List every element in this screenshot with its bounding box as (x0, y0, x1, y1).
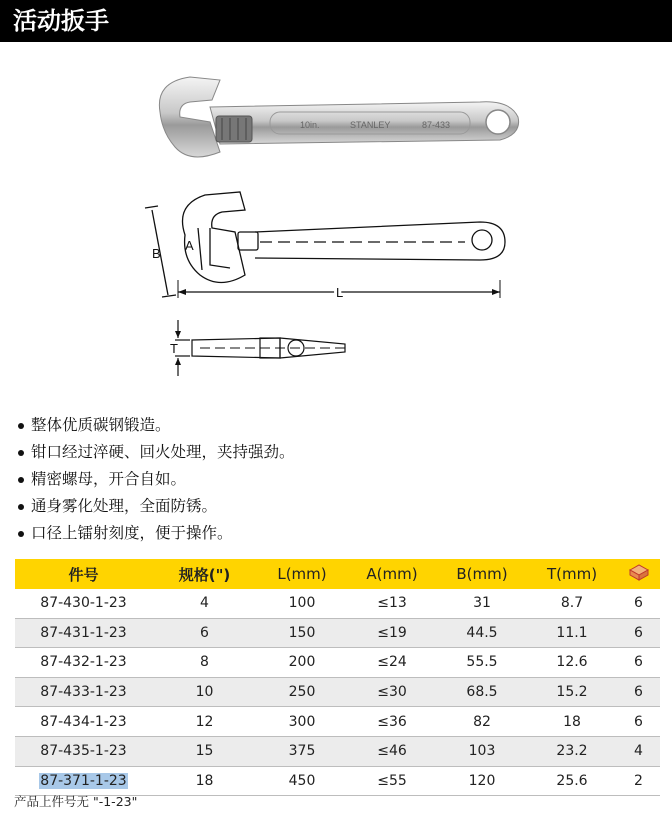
cell-a: ≤30 (347, 677, 437, 707)
feature-item: 整体优质碳钢锻造。 (18, 412, 295, 439)
feature-item: 通身雾化处理，全面防锈。 (18, 493, 295, 520)
cell-a: ≤19 (347, 618, 437, 648)
cell-qty: 6 (617, 707, 660, 737)
dimension-drawing (130, 180, 520, 390)
label-a: A (185, 238, 194, 253)
feature-item: 钳口经过淬硬、回火处理，夹持强劲。 (18, 439, 295, 466)
label-l: L (336, 285, 344, 300)
table-row (15, 589, 660, 618)
cell-a: ≤24 (347, 648, 437, 678)
cell-b: 82 (437, 707, 527, 737)
cell-part: 87-433-1-23 (15, 677, 152, 707)
cell-t: 11.1 (527, 618, 617, 648)
page-title: 活动扳手 (0, 0, 672, 42)
header-size: 规格(") (152, 559, 257, 589)
cell-size: 8 (152, 648, 257, 678)
cell-b: 31 (437, 589, 527, 618)
table-row (15, 736, 660, 766)
wrench-photo (150, 72, 530, 167)
cell-b: 68.5 (437, 677, 527, 707)
cell-a: ≤55 (347, 766, 437, 796)
cell-size: 6 (152, 618, 257, 648)
feature-list (18, 412, 295, 547)
header-t: T(mm) (527, 559, 617, 589)
cell-qty: 2 (617, 766, 660, 796)
cell-qty: 6 (617, 648, 660, 678)
cell-a: ≤46 (347, 736, 437, 766)
table-row (15, 648, 660, 678)
cell-b: 55.5 (437, 648, 527, 678)
cell-l: 250 (257, 677, 347, 707)
cell-part: 87-430-1-23 (15, 589, 152, 618)
cell-qty: 6 (617, 677, 660, 707)
header-b: B(mm) (437, 559, 527, 589)
cell-b: 44.5 (437, 618, 527, 648)
cell-size: 12 (152, 707, 257, 737)
engraving-size: 10in. (300, 120, 320, 130)
table-header-row (15, 559, 660, 589)
spec-table (15, 559, 660, 796)
table-row (15, 707, 660, 737)
cell-l: 200 (257, 648, 347, 678)
cell-part: 87-434-1-23 (15, 707, 152, 737)
cell-t: 18 (527, 707, 617, 737)
cell-l: 100 (257, 589, 347, 618)
header-qty (617, 559, 660, 589)
header-a: A(mm) (347, 559, 437, 589)
cell-t: 12.6 (527, 648, 617, 678)
cell-qty: 6 (617, 589, 660, 618)
cell-size: 10 (152, 677, 257, 707)
box-icon (628, 563, 650, 581)
cell-l: 300 (257, 707, 347, 737)
cell-part: 87-432-1-23 (15, 648, 152, 678)
cell-a: ≤13 (347, 589, 437, 618)
cell-part: 87-435-1-23 (15, 736, 152, 766)
cell-b: 120 (437, 766, 527, 796)
label-b: B (152, 246, 161, 261)
feature-item: 口径上镭射刻度，便于操作。 (18, 520, 295, 547)
engraving-brand: STANLEY (350, 120, 391, 130)
cell-size: 15 (152, 736, 257, 766)
cell-t: 15.2 (527, 677, 617, 707)
cell-b: 103 (437, 736, 527, 766)
header-part: 件号 (15, 559, 152, 589)
engraving-model: 87-433 (422, 120, 451, 130)
cell-l: 375 (257, 736, 347, 766)
cell-part: 87-431-1-23 (15, 618, 152, 648)
feature-item: 精密螺母，开合自如。 (18, 466, 295, 493)
cell-t: 8.7 (527, 589, 617, 618)
table-row (15, 677, 660, 707)
selected-part-number[interactable]: 87-371-1-23 (40, 772, 127, 789)
footnote: 产品上件号无 "-1-23" (14, 794, 138, 809)
cell-l: 450 (257, 766, 347, 796)
cell-size: 4 (152, 589, 257, 618)
cell-t: 23.2 (527, 736, 617, 766)
header-l: L(mm) (257, 559, 347, 589)
cell-l: 150 (257, 618, 347, 648)
cell-t: 25.6 (527, 766, 617, 796)
table-row (15, 618, 660, 648)
cell-qty: 6 (617, 618, 660, 648)
cell-a: ≤36 (347, 707, 437, 737)
label-t: T (170, 341, 178, 356)
cell-size: 18 (152, 766, 257, 796)
cell-qty: 4 (617, 736, 660, 766)
